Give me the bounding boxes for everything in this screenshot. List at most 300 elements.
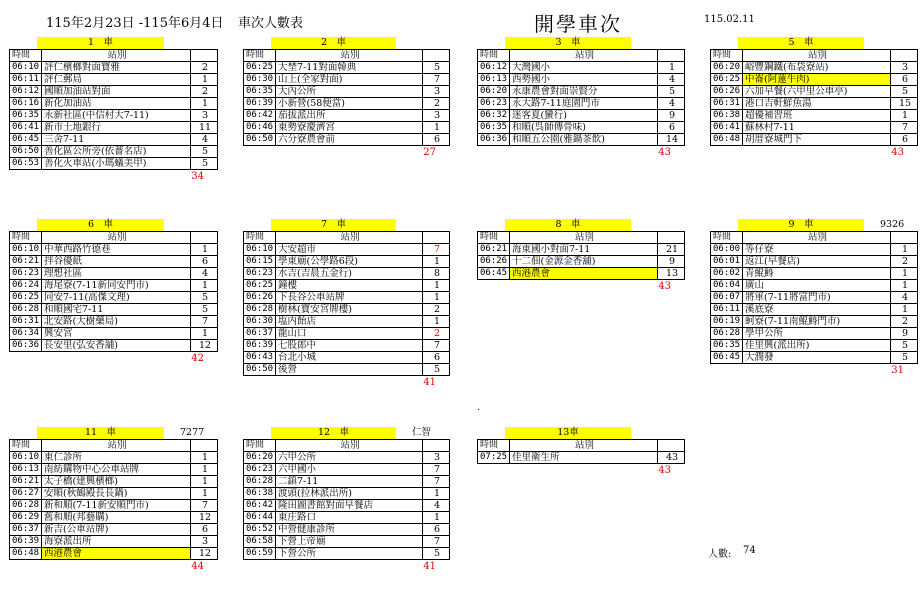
stop-station: 長安里(弘安香舖): [42, 340, 191, 352]
stop-station: 永大路7-11庭園門市: [510, 98, 658, 110]
stop-time: 06:37: [10, 524, 42, 536]
stop-time: 06:21: [10, 476, 42, 488]
stop-count: 1: [891, 280, 918, 292]
stop-time: 06:15: [244, 256, 276, 268]
route-total: 43: [658, 147, 671, 158]
table-row: [244, 134, 450, 146]
table-row: [10, 256, 218, 268]
stop-time: 06:52: [244, 524, 276, 536]
stop-time: 06:36: [10, 340, 42, 352]
stop-count: 1: [423, 122, 450, 134]
stop-count: 2: [423, 98, 450, 110]
table-row: [10, 74, 218, 86]
stop-time: 06:04: [711, 280, 743, 292]
table-row: [244, 292, 450, 304]
stop-count: 1: [891, 304, 918, 316]
time-header: 時間: [478, 50, 510, 62]
route-total: 42: [191, 353, 204, 364]
stop-station: 六加早餐(六甲里公車亭): [743, 86, 891, 98]
stop-station: 善化火車站(小瑪蟻美甲): [42, 158, 191, 170]
stop-count: 1: [191, 98, 218, 110]
stop-station: 新市土地銀行: [42, 122, 191, 134]
route-total: 43: [658, 465, 671, 476]
stop-count: 3: [891, 62, 918, 74]
stop-station: 樹林(寶安宮牌樓): [276, 304, 423, 316]
table-row: [244, 280, 450, 292]
stop-station: 新吉(公車站牌): [42, 524, 191, 536]
stop-time: 06:23: [478, 98, 510, 110]
table-row: [10, 62, 218, 74]
stop-count: 2: [891, 256, 918, 268]
date-range: 115年2月23日 -115年6月4日: [46, 16, 224, 31]
time-header: 時間: [711, 232, 743, 244]
stop-count: 4: [191, 268, 218, 280]
stop-count: 1: [658, 62, 685, 74]
stop-station: 南紡購物中心公車站牌: [42, 464, 191, 476]
stop-station: 港口吉軒鮮魚湯: [743, 98, 891, 110]
stop-station: 胡厝寮城門下: [743, 134, 891, 146]
stop-time: 06:21: [478, 244, 510, 256]
table-row: [244, 62, 450, 74]
table-row: [244, 256, 450, 268]
issue-date: 115.02.11: [704, 14, 755, 25]
stop-time: 06:28: [10, 500, 42, 512]
stop-station: 青鯤鯓: [743, 268, 891, 280]
stop-station: 拌谷優紙: [42, 256, 191, 268]
table-row: [244, 548, 450, 560]
stop-count: 2: [191, 62, 218, 74]
stop-time: 06:50: [244, 134, 276, 146]
route-total: 41: [423, 377, 436, 388]
stop-station: 國順加油站對面: [42, 86, 191, 98]
stop-time: 06:50: [10, 146, 42, 158]
stop-station: 下營公所: [276, 548, 423, 560]
table-row: [478, 122, 685, 134]
table-row: [10, 500, 218, 512]
stop-station: 東仁診所: [42, 452, 191, 464]
stop-count: 7: [191, 316, 218, 328]
stop-time: 06:39: [244, 98, 276, 110]
stop-time: 06:38: [711, 110, 743, 122]
table-row: [10, 476, 218, 488]
stop-station: 六甲公所: [276, 452, 423, 464]
stop-count: 3: [191, 536, 218, 548]
table-header-row: [10, 440, 218, 452]
stop-station: 海尾寮(7-11新同安門市): [42, 280, 191, 292]
stop-station: 佳里興(派出所): [743, 340, 891, 352]
station-header: 站別: [510, 440, 658, 452]
table-row: [711, 244, 918, 256]
stop-time: 06:58: [244, 536, 276, 548]
stop-time: 06:39: [10, 536, 42, 548]
route-title: 9 車: [738, 219, 864, 231]
stop-station: 和順五公園(雅鍋茶飲): [510, 134, 658, 146]
route-title: 5 車: [738, 37, 864, 49]
stop-count: 1: [191, 452, 218, 464]
table-row: [244, 122, 450, 134]
stop-time: 06:38: [244, 488, 276, 500]
stop-time: 06:26: [244, 292, 276, 304]
stop-time: 06:10: [10, 452, 42, 464]
page-title: 開學車次: [534, 12, 622, 36]
route-extra-note: 仁智: [412, 427, 432, 438]
stop-time: 06:10: [10, 62, 42, 74]
route-title: 12 車: [271, 427, 396, 439]
stop-count: 4: [891, 292, 918, 304]
stop-station: 東勢寮慶濟宮: [276, 122, 423, 134]
stop-time: 06:28: [10, 304, 42, 316]
table-row: [244, 98, 450, 110]
stop-station: 海東國小對面7-11: [510, 244, 658, 256]
stop-time: 06:24: [10, 280, 42, 292]
stop-station: 茄拔派出所: [276, 110, 423, 122]
time-header: 時間: [244, 440, 276, 452]
table-row: [10, 512, 218, 524]
stop-count: 7: [423, 464, 450, 476]
stop-time: 06:11: [711, 304, 743, 316]
stop-time: 06:29: [10, 512, 42, 524]
stop-count: 6: [191, 256, 218, 268]
stop-count: 6: [191, 524, 218, 536]
stop-time: 06:31: [711, 98, 743, 110]
count-header: [658, 50, 685, 62]
route-extra-note: 7277: [180, 427, 205, 438]
station-header: 站別: [276, 50, 423, 62]
stop-time: 06:10: [244, 244, 276, 256]
stop-station: 水吉(吉晨五金行): [276, 268, 423, 280]
station-header: 站別: [743, 50, 891, 62]
route-title: 11 車: [37, 427, 164, 439]
stop-time: 06:30: [244, 316, 276, 328]
route-total: 41: [423, 561, 436, 572]
time-header: 時間: [10, 50, 42, 62]
time-header: 時間: [244, 50, 276, 62]
stop-station: 二鎮7-11: [276, 476, 423, 488]
stop-count: 6: [891, 74, 918, 86]
route-title: 13車: [505, 427, 631, 439]
stop-count: 21: [658, 244, 685, 256]
route-title: 7 車: [271, 219, 396, 231]
table-row: [711, 134, 918, 146]
stop-time: 06:42: [244, 500, 276, 512]
table-row: [711, 122, 918, 134]
stop-count: 1: [191, 74, 218, 86]
table-row: [244, 536, 450, 548]
station-header: 站別: [42, 440, 191, 452]
stop-count: 6: [423, 134, 450, 146]
table-row: [711, 98, 918, 110]
table-row: [244, 512, 450, 524]
stop-count: 1: [891, 244, 918, 256]
stop-time: 06:16: [10, 98, 42, 110]
route-extra-note: 9326: [880, 219, 905, 230]
table-row: [10, 146, 218, 158]
table-row: [711, 74, 918, 86]
stop-station: 峪豐鋼鐵(布袋寮站): [743, 62, 891, 74]
stop-count: 2: [423, 328, 450, 340]
table-row: [478, 244, 685, 256]
stop-station: 東庄路口: [276, 512, 423, 524]
stop-station: 三舍7-11: [42, 134, 191, 146]
stop-count: 1: [191, 328, 218, 340]
route-table: [9, 49, 218, 170]
table-header-row: [478, 440, 685, 452]
station-header: 站別: [276, 440, 423, 452]
stop-time: 06:25: [10, 292, 42, 304]
stop-count: 5: [191, 292, 218, 304]
time-header: 時間: [10, 440, 42, 452]
table-row: [478, 110, 685, 122]
stop-count: 7: [423, 340, 450, 352]
stop-time: 06:42: [244, 110, 276, 122]
table-row: [244, 364, 450, 376]
table-row: [478, 98, 685, 110]
stop-station: 六甲國小: [276, 464, 423, 476]
stop-station: 理想社區: [42, 268, 191, 280]
stop-count: 7: [423, 244, 450, 256]
stop-count: 1: [423, 488, 450, 500]
stop-station: 下長谷公車站牌: [276, 292, 423, 304]
table-row: [10, 524, 218, 536]
stop-station: 學甲公所: [743, 328, 891, 340]
stop-count: 9: [658, 110, 685, 122]
table-row: [10, 134, 218, 146]
stop-station: 西港農會: [510, 268, 658, 280]
table-row: [711, 256, 918, 268]
table-row: [711, 110, 918, 122]
stop-time: 06:26: [711, 86, 743, 98]
route-table: [243, 231, 450, 376]
stop-count: 5: [191, 146, 218, 158]
stop-time: 06:25: [711, 74, 743, 86]
stop-station: 和順(呉師傳骨味): [510, 122, 658, 134]
stop-time: 06:02: [711, 268, 743, 280]
table-row: [10, 244, 218, 256]
route-table: [243, 49, 450, 146]
stop-count: 4: [191, 134, 218, 146]
stop-count: 5: [891, 352, 918, 364]
route-table: [243, 439, 450, 560]
stop-count: 9: [891, 328, 918, 340]
table-row: [711, 304, 918, 316]
table-row: [244, 524, 450, 536]
stop-station: 評仁檳榔對面寶雅: [42, 62, 191, 74]
table-row: [10, 122, 218, 134]
stop-count: 7: [423, 536, 450, 548]
table-row: [244, 352, 450, 364]
stop-station: 溪底寮: [743, 304, 891, 316]
stop-station: 小新營(58便當): [276, 98, 423, 110]
stop-station: 蘇林村7-11: [743, 122, 891, 134]
station-header: 站別: [42, 50, 191, 62]
stop-time: 06:44: [244, 512, 276, 524]
stop-count: 6: [658, 122, 685, 134]
table-row: [478, 134, 685, 146]
stop-station: 下營上帝廟: [276, 536, 423, 548]
stop-time: 06:12: [10, 86, 42, 98]
stop-time: 07:25: [478, 452, 510, 464]
table-header-row: [244, 440, 450, 452]
stop-station: 新化加油站: [42, 98, 191, 110]
stop-count: 7: [891, 122, 918, 134]
stop-station: 超優補習班: [743, 110, 891, 122]
stop-count: 5: [191, 158, 218, 170]
stop-count: 5: [891, 340, 918, 352]
stop-count: 12: [191, 340, 218, 352]
stop-time: 06:25: [244, 62, 276, 74]
stop-time: 06:00: [711, 244, 743, 256]
stop-count: 12: [191, 548, 218, 560]
stop-station: 同安7-11(高傑文理): [42, 292, 191, 304]
table-row: [711, 340, 918, 352]
stop-count: 1: [423, 280, 450, 292]
table-row: [244, 452, 450, 464]
stop-station: 西勢國小: [510, 74, 658, 86]
table-row: [244, 110, 450, 122]
stop-station: 龍山口: [276, 328, 423, 340]
stop-station: 學東廟(公學路6段): [276, 256, 423, 268]
route-title: 1 車: [37, 37, 164, 49]
stop-time: 06:26: [478, 256, 510, 268]
stop-station: 太子橋(建興檳榔): [42, 476, 191, 488]
stop-count: 12: [191, 512, 218, 524]
stop-count: 7: [191, 500, 218, 512]
table-row: [244, 86, 450, 98]
count-header: [191, 440, 218, 452]
stop-time: 06:12: [478, 62, 510, 74]
stop-count: 5: [191, 304, 218, 316]
stop-time: 06:28: [244, 304, 276, 316]
stop-time: 06:59: [244, 548, 276, 560]
route-total: 43: [891, 147, 904, 158]
route-total: 31: [891, 365, 904, 376]
stop-time: 06:36: [478, 134, 510, 146]
station-header: 站別: [510, 232, 658, 244]
stop-time: 06:13: [478, 74, 510, 86]
table-row: [478, 62, 685, 74]
stop-count: 3: [423, 452, 450, 464]
table-row: [244, 464, 450, 476]
stop-count: 14: [658, 134, 685, 146]
stop-station: 評仁郵局: [42, 74, 191, 86]
stop-station: 廣山: [743, 280, 891, 292]
stop-count: 6: [423, 524, 450, 536]
stop-count: 3: [423, 110, 450, 122]
stop-time: 06:34: [10, 328, 42, 340]
count-header: [423, 440, 450, 452]
stop-station: 大灣國小: [510, 62, 658, 74]
table-row: [478, 256, 685, 268]
station-header: 站別: [42, 232, 191, 244]
table-row: [10, 340, 218, 352]
stop-time: 06:35: [244, 86, 276, 98]
time-header: 時間: [244, 232, 276, 244]
stop-station: 返江(早餐店): [743, 256, 891, 268]
table-row: [244, 500, 450, 512]
table-row: [244, 244, 450, 256]
stop-station: 大埜7-11對面韓典: [276, 62, 423, 74]
count-header: [658, 232, 685, 244]
stop-count: 1: [191, 244, 218, 256]
stop-time: 06:39: [244, 340, 276, 352]
stop-count: 15: [891, 98, 918, 110]
stop-station: 七股郎中: [276, 340, 423, 352]
table-row: [10, 316, 218, 328]
count-header: [423, 50, 450, 62]
stop-station: 海寮派出所: [42, 536, 191, 548]
stop-time: 06:35: [10, 110, 42, 122]
table-row: [244, 476, 450, 488]
stop-count: 1: [891, 110, 918, 122]
stop-time: 06:41: [711, 122, 743, 134]
stop-count: 1: [423, 292, 450, 304]
stop-time: 06:45: [711, 352, 743, 364]
stop-count: 6: [891, 134, 918, 146]
stop-station: 山上(全家對面): [276, 74, 423, 86]
stop-count: 2: [191, 86, 218, 98]
stop-time: 06:28: [244, 476, 276, 488]
stop-time: 06:53: [10, 158, 42, 170]
stop-count: 1: [891, 268, 918, 280]
stop-time: 06:13: [10, 464, 42, 476]
stop-time: 06:48: [10, 548, 42, 560]
table-row: [10, 86, 218, 98]
stop-count: 6: [423, 352, 450, 364]
summary-label: 人數:: [708, 549, 732, 560]
time-header: 時間: [478, 440, 510, 452]
table-row: [711, 292, 918, 304]
table-header-row: [244, 232, 450, 244]
stop-station: 十二佃(金源金香舖): [510, 256, 658, 268]
time-header: 時間: [10, 232, 42, 244]
stop-station: 隆田圖書館對面早餐店: [276, 500, 423, 512]
route-table: [9, 439, 218, 560]
table-row: [10, 110, 218, 122]
table-row: [10, 98, 218, 110]
stop-station: 佳里衛生所: [510, 452, 658, 464]
stop-count: 4: [423, 500, 450, 512]
table-row: [711, 316, 918, 328]
table-row: [711, 86, 918, 98]
stop-time: 06:37: [244, 328, 276, 340]
route-title: 6 車: [37, 219, 164, 231]
stop-station: 中華西路竹德巷: [42, 244, 191, 256]
table-row: [10, 292, 218, 304]
stop-station: 舊和順(邦藝購): [42, 512, 191, 524]
stop-station: 大安超市: [276, 244, 423, 256]
stop-count: 8: [423, 268, 450, 280]
stop-time: 06:30: [244, 74, 276, 86]
route-total: 44: [191, 561, 204, 572]
count-header: [191, 50, 218, 62]
stop-count: 5: [423, 364, 450, 376]
table-row: [10, 304, 218, 316]
stop-time: 06:25: [244, 280, 276, 292]
stop-station: 北安路(大樹藥局): [42, 316, 191, 328]
table-row: [244, 268, 450, 280]
stop-count: 2: [891, 316, 918, 328]
table-row: [244, 488, 450, 500]
stop-count: 5: [891, 86, 918, 98]
stop-time: 06:35: [711, 340, 743, 352]
stop-station: 和順國宅7-11: [42, 304, 191, 316]
table-row: [244, 304, 450, 316]
stop-count: 7: [423, 74, 450, 86]
stop-station: 永新社區(中信村大7-11): [42, 110, 191, 122]
count-header: [658, 440, 685, 452]
table-row: [478, 452, 685, 464]
stop-time: 06:11: [10, 74, 42, 86]
